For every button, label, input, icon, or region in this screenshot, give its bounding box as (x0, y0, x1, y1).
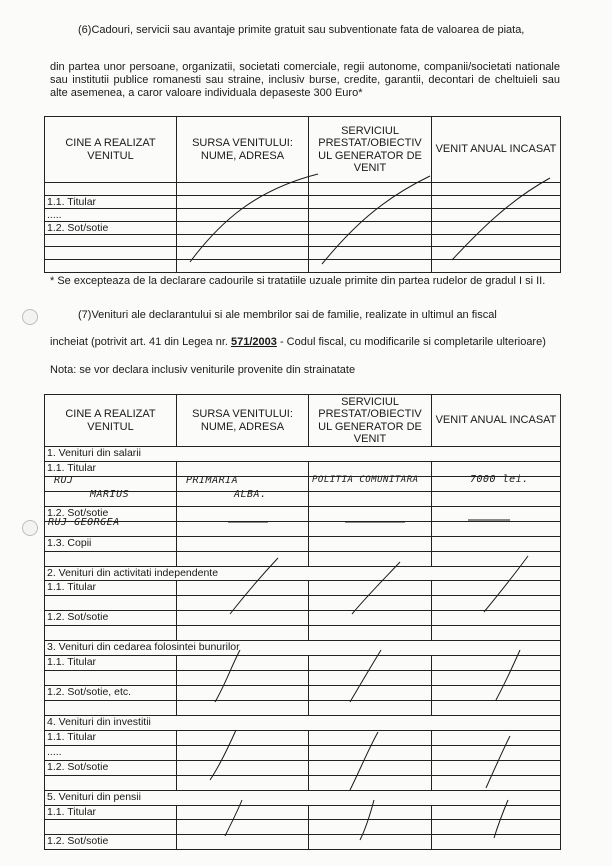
table-cell (309, 195, 432, 208)
table-cell (432, 745, 561, 760)
col-header-service: SERVICIUL PRESTAT/OBIECTIV UL GENERATOR DE VENIT (309, 117, 432, 183)
table-cell (177, 234, 309, 247)
table-cell (177, 775, 309, 790)
table-cell (309, 581, 432, 596)
row-label: 1.3. Copii (45, 536, 177, 551)
row-label: 1.2. Sot/sotie (45, 835, 177, 850)
table-row (45, 760, 561, 775)
table-cell (432, 611, 561, 626)
table-cell (177, 536, 309, 551)
table-cell (432, 195, 561, 208)
table-cell (432, 820, 561, 835)
table-cell (177, 805, 309, 820)
table-cell (177, 260, 309, 273)
table-row (45, 805, 561, 820)
table-cell (177, 671, 309, 686)
section7-text-a: incheiat (potrivit art. 41 din Legea nr. (50, 336, 231, 348)
table-row (45, 551, 561, 566)
table-cell (432, 551, 561, 566)
table-cell (432, 686, 561, 701)
table-row (45, 234, 561, 247)
table-row (45, 730, 561, 745)
table-cell (432, 596, 561, 611)
table-cell (309, 671, 432, 686)
table-cell (432, 247, 561, 260)
section7-heading: (7)Venituri ale declarantului si ale membrilor sai de familie, realizate in ultimul an fiscal (78, 309, 497, 321)
row-label: 1.2. Sot/sotie (45, 760, 177, 775)
row-label: 1.2. Sot/sotie, etc. (45, 686, 177, 701)
table-cell (432, 671, 561, 686)
punch-hole-top (22, 309, 38, 325)
table-cell (177, 730, 309, 745)
handwritten-source1: PRIMARIA (186, 475, 239, 486)
row-label (45, 551, 177, 566)
table-cell (309, 820, 432, 835)
table-cell (432, 521, 561, 536)
table-row (45, 835, 561, 850)
table-row (45, 775, 561, 790)
row-label: 1.1. Titular (45, 656, 177, 671)
table-cell (432, 183, 561, 196)
row-label (45, 775, 177, 790)
table-cell (177, 247, 309, 260)
table-cell (309, 536, 432, 551)
table-cell (177, 183, 309, 196)
nota: Nota: se vor declara inclusiv veniturile provenite din strainatate (50, 364, 356, 376)
table-cell (177, 835, 309, 850)
table-cell (309, 611, 432, 626)
table-row (45, 611, 561, 626)
row-label (45, 234, 177, 247)
table-row (45, 260, 561, 273)
row-label (45, 247, 177, 260)
punch-hole-bottom (22, 520, 38, 536)
row-label: 1.2. Sot/sotie (45, 506, 177, 521)
handwritten-spouse: RUJ GEORGEA (48, 517, 120, 528)
table-cell (309, 760, 432, 775)
table-row (45, 208, 561, 221)
table-row (45, 641, 561, 656)
table-cell (309, 551, 432, 566)
handwritten-service: POLITIA COMUNITARA (312, 475, 419, 485)
table-cell (309, 247, 432, 260)
table-cell (309, 208, 432, 221)
col-header-who: CINE A REALIZAT VENITUL (45, 117, 177, 183)
table-row (45, 506, 561, 521)
table-row (45, 700, 561, 715)
col-header-who: CINE A REALIZAT VENITUL (45, 395, 177, 447)
table-cell (177, 521, 309, 536)
handwritten-name2: MARIUS (90, 489, 130, 500)
table-cell (432, 506, 561, 521)
table-row (45, 536, 561, 551)
col-header-source: SURSA VENITULUI: NUME, ADRESA (177, 117, 309, 183)
row-label (45, 183, 177, 196)
row-label: 1.1. Titular (45, 461, 177, 476)
table-row (45, 566, 561, 581)
table-cell (309, 221, 432, 234)
table-cell (309, 835, 432, 850)
table-cell (432, 775, 561, 790)
table-row (45, 671, 561, 686)
table-cell (309, 626, 432, 641)
table-cell (432, 656, 561, 671)
table-row (45, 745, 561, 760)
income-table (44, 394, 561, 850)
row-label: ..... (45, 208, 177, 221)
table-row (45, 790, 561, 805)
row-label: 1.1. Titular (45, 195, 177, 208)
table-cell (309, 775, 432, 790)
table-row (45, 521, 561, 536)
table-cell (432, 730, 561, 745)
table-cell (177, 581, 309, 596)
table-cell (432, 234, 561, 247)
table-cell (309, 260, 432, 273)
table-row (45, 221, 561, 234)
table-cell (432, 221, 561, 234)
row-label (45, 820, 177, 835)
table-cell (177, 506, 309, 521)
col-header-source: SURSA VENITULUI: NUME, ADRESA (177, 395, 309, 447)
table-row (45, 581, 561, 596)
table-cell (177, 221, 309, 234)
row-label (45, 596, 177, 611)
law-number: 571/2003 (231, 336, 277, 348)
table-cell (177, 551, 309, 566)
row-label: 1.1. Titular (45, 805, 177, 820)
table-row (45, 686, 561, 701)
table-cell (309, 234, 432, 247)
row-label: 1. Venituri din salarii (45, 447, 561, 462)
col-header-service: SERVICIUL PRESTAT/OBIECTIV UL GENERATOR DE VENIT (309, 395, 432, 447)
handwritten-amount: 7000 lei. (470, 474, 529, 485)
table-row (45, 195, 561, 208)
table-cell (309, 506, 432, 521)
table-cell (177, 195, 309, 208)
table-cell (177, 760, 309, 775)
table-cell (177, 820, 309, 835)
table-cell (432, 626, 561, 641)
col-header-income: VENIT ANUAL INCASAT (432, 395, 561, 447)
table-cell (177, 686, 309, 701)
row-label: 5. Venituri din pensii (45, 790, 561, 805)
table-cell (177, 208, 309, 221)
handwritten-source2: ALBA. (234, 489, 267, 500)
table-cell (177, 745, 309, 760)
table-cell (432, 805, 561, 820)
table-cell (432, 260, 561, 273)
section7-text-b: - Codul fiscal, cu modificarile si completarile ulterioare) (276, 336, 546, 348)
table-cell (432, 760, 561, 775)
table-cell (177, 626, 309, 641)
row-label: 3. Venituri din cedarea folosintei bunurilor (45, 641, 561, 656)
table-row (45, 626, 561, 641)
table-cell (309, 183, 432, 196)
table-row (45, 715, 561, 730)
table-cell (309, 491, 432, 506)
table-cell (432, 208, 561, 221)
handwritten-name1: RUJ (54, 475, 74, 486)
table-cell (309, 656, 432, 671)
row-label: 1.2. Sot/sotie (45, 221, 177, 234)
section6-paragraph: din partea unor persoane, organizatii, societati comerciale, regii autonome, companii/societati nationale sau institutii publice romanesti sau straine, inclusiv burse, credite, garantii, decontari de cheltuieli sau alte asemenea, a caror valoare individuala depaseste 300 Euro* (50, 61, 560, 99)
table-cell (309, 596, 432, 611)
table-cell (432, 835, 561, 850)
table-row (45, 183, 561, 196)
col-header-income: VENIT ANUAL INCASAT (432, 117, 561, 183)
gifts-table (44, 116, 561, 273)
row-label: ..... (45, 745, 177, 760)
table-row (45, 596, 561, 611)
row-label: 4. Venituri din investitii (45, 715, 561, 730)
row-label (45, 671, 177, 686)
table-cell (432, 581, 561, 596)
table-row (45, 820, 561, 835)
row-label: 1.1. Titular (45, 730, 177, 745)
table-cell (432, 700, 561, 715)
table-cell (309, 805, 432, 820)
section7-paragraph (50, 336, 560, 349)
row-label (45, 700, 177, 715)
table-row (45, 447, 561, 462)
table-cell (309, 730, 432, 745)
table-cell (177, 656, 309, 671)
table-cell (432, 536, 561, 551)
table-row (45, 247, 561, 260)
row-label: 1.2. Sot/sotie (45, 611, 177, 626)
row-label: 1.1. Titular (45, 581, 177, 596)
table-cell (309, 745, 432, 760)
footnote: * Se excepteaza de la declarare cadourile si tratatiile uzuale primite din partea rudelor de gradul I si II. (50, 275, 546, 287)
row-label (45, 260, 177, 273)
table-cell (177, 611, 309, 626)
table-cell (309, 686, 432, 701)
table-cell (309, 521, 432, 536)
table-row (45, 656, 561, 671)
table-cell (177, 700, 309, 715)
section6-heading: (6)Cadouri, servicii sau avantaje primite gratuit sau subventionate fata de valoarea de piata, (78, 24, 525, 36)
table-cell (432, 491, 561, 506)
table-cell (177, 596, 309, 611)
table-cell (309, 700, 432, 715)
row-label: 2. Venituri din activitati independente (45, 566, 561, 581)
row-label (45, 626, 177, 641)
